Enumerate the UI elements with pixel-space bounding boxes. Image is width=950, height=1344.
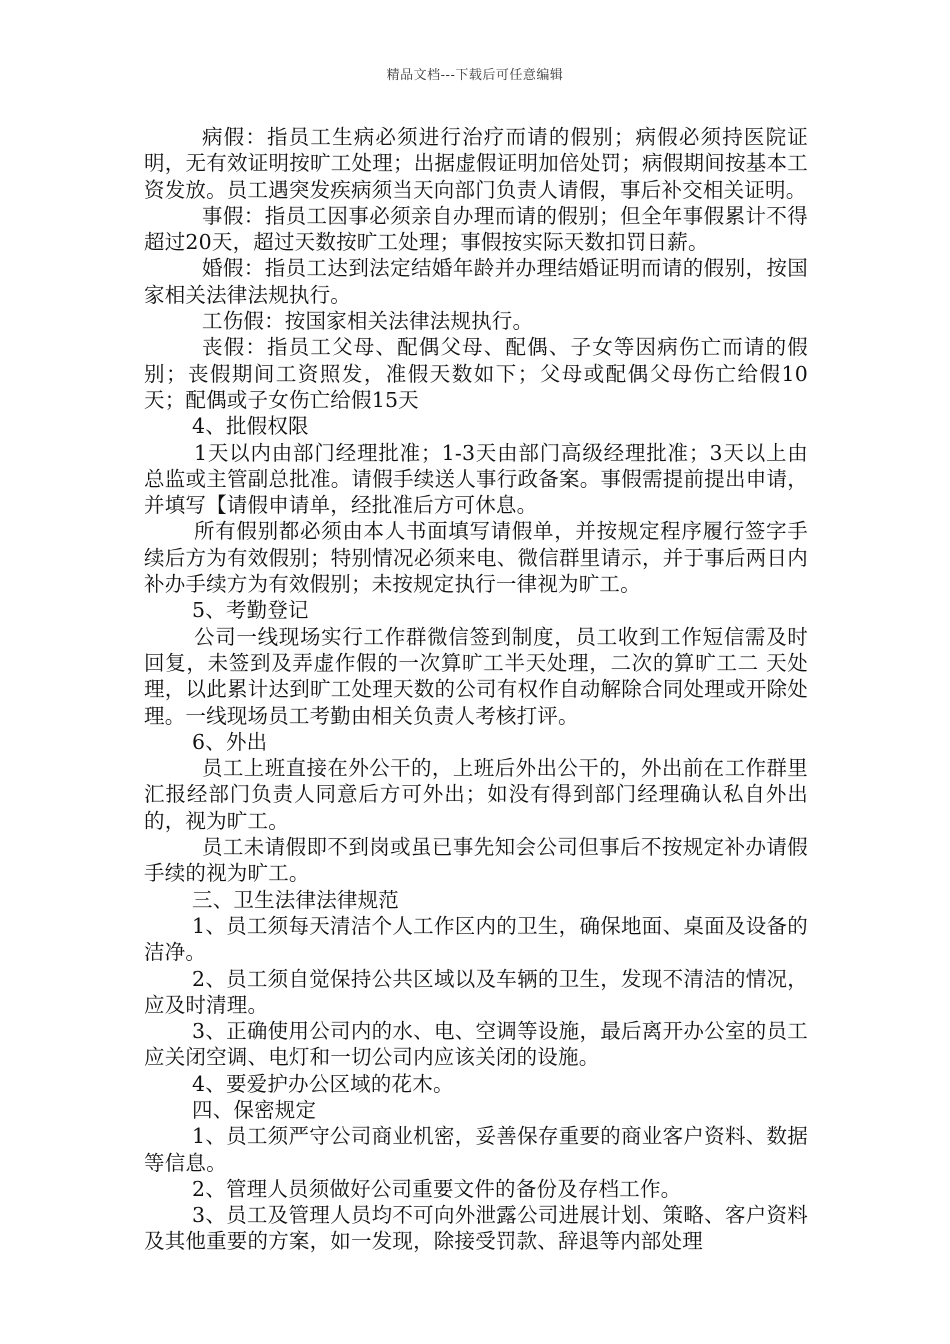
paragraph-hygiene-4: 4、要爱护办公区域的花木。: [192, 1071, 454, 1096]
paragraph-hygiene-1: 1、员工须每天清洁个人工作区内的卫生，确保地面、桌面及设备的洁净。: [144, 913, 808, 965]
heading-going-out: 6、外出: [192, 729, 268, 754]
paragraph-confidentiality-3: 3、员工及管理人员均不可向外泄露公司进展计划、策略、客户资料及其他重要的方案，如一发现，除接受罚款、辞退等内部处理: [144, 1203, 808, 1254]
paragraph-absence-rule: 员工未请假即不到岗或虽已事先知会公司但事后不按规定补办请假手续的视为旷工。: [144, 835, 808, 886]
paragraph-leave-form: 所有假别都必须由本人书面填写请假单，并按规定程序履行签字手续后方为有效假别；特别情况必须来电、微信群里请示，并于事后两日内补办手续方为有效假别；未按规定执行一律视为旷工。: [144, 519, 808, 597]
heading-hygiene: 三、卫生法律法律规范: [192, 887, 399, 912]
heading-approval-authority: 4、批假权限: [192, 414, 309, 439]
heading-confidentiality: 四、保密规定: [192, 1097, 317, 1122]
paragraph-confidentiality-1: 1、员工须严守公司商业机密，妥善保存重要的商业客户资料、数据等信息。: [144, 1124, 808, 1175]
heading-attendance: 5、考勤登记: [192, 598, 309, 623]
paragraph-hygiene-2: 2、员工须自觉保持公共区域以及车辆的卫生，发现不清洁的情况，应及时清理。: [144, 966, 808, 1017]
paragraph-sick-leave: 病假：指员工生病必须进行治疗而请的假别；病假必须持医院证明，无有效证明按旷工处理；出据虚假证明加倍处罚；病假期间按基本工资发放。员工遇突发疾病须当天向部门负责人请假，事后补交相关证明。: [144, 125, 808, 202]
paragraph-approval-rules: 1天以内由部门经理批准；1-3天由部门高级经理批准；3天以上由总监或主管副总批准。请假手续送人事行政备案。事假需提前提出申请，并填写【请假申请单，经批准后方可休息。: [144, 440, 808, 518]
paragraph-personal-leave: 事假：指员工因事必须亲自办理而请的假别；但全年事假累计不得超过20天，超过天数按旷工处理；事假按实际天数扣罚日薪。: [144, 203, 808, 255]
paragraph-bereavement-leave: 丧假：指员工父母、配偶父母、配偶、子女等因病伤亡而请的假别；丧假期间工资照发，准假天数如下；父母或配偶父母伤亡给假10天；配偶或子女伤亡给假15天: [144, 335, 808, 412]
paragraph-injury-leave: 工伤假：按国家相关法律法规执行。: [202, 309, 534, 334]
page-header: 精品文档---下载后可任意编辑: [386, 68, 564, 83]
paragraph-marriage-leave: 婚假：指员工达到法定结婚年龄并办理结婚证明而请的假别，按国家相关法律法规执行。: [144, 256, 808, 307]
paragraph-confidentiality-2: 2、管理人员须做好公司重要文件的备份及存档工作。: [192, 1176, 682, 1201]
document-body: [144, 124, 808, 1255]
paragraph-attendance-rules: 公司一线现场实行工作群微信签到制度，员工收到工作短信需及时回复，未签到及弄虚作假的一次算旷工半天处理，二次的算旷工二 天处理，以此累计达到旷工处理天数的公司有权作自动解除合同处理或开除处理。一线现场员工考勤由相关负责人考核打评。: [144, 624, 808, 728]
paragraph-going-out-rules: 员工上班直接在外公干的，上班后外出公干的，外出前在工作群里汇报经部门负责人同意后方可外出；如没有得到部门经理确认私自外出的，视为旷工。: [144, 756, 808, 833]
paragraph-hygiene-3: 3、正确使用公司内的水、电、空调等设施，最后离开办公室的员工应关闭空调、电灯和一切公司内应该关闭的设施。: [144, 1019, 808, 1070]
